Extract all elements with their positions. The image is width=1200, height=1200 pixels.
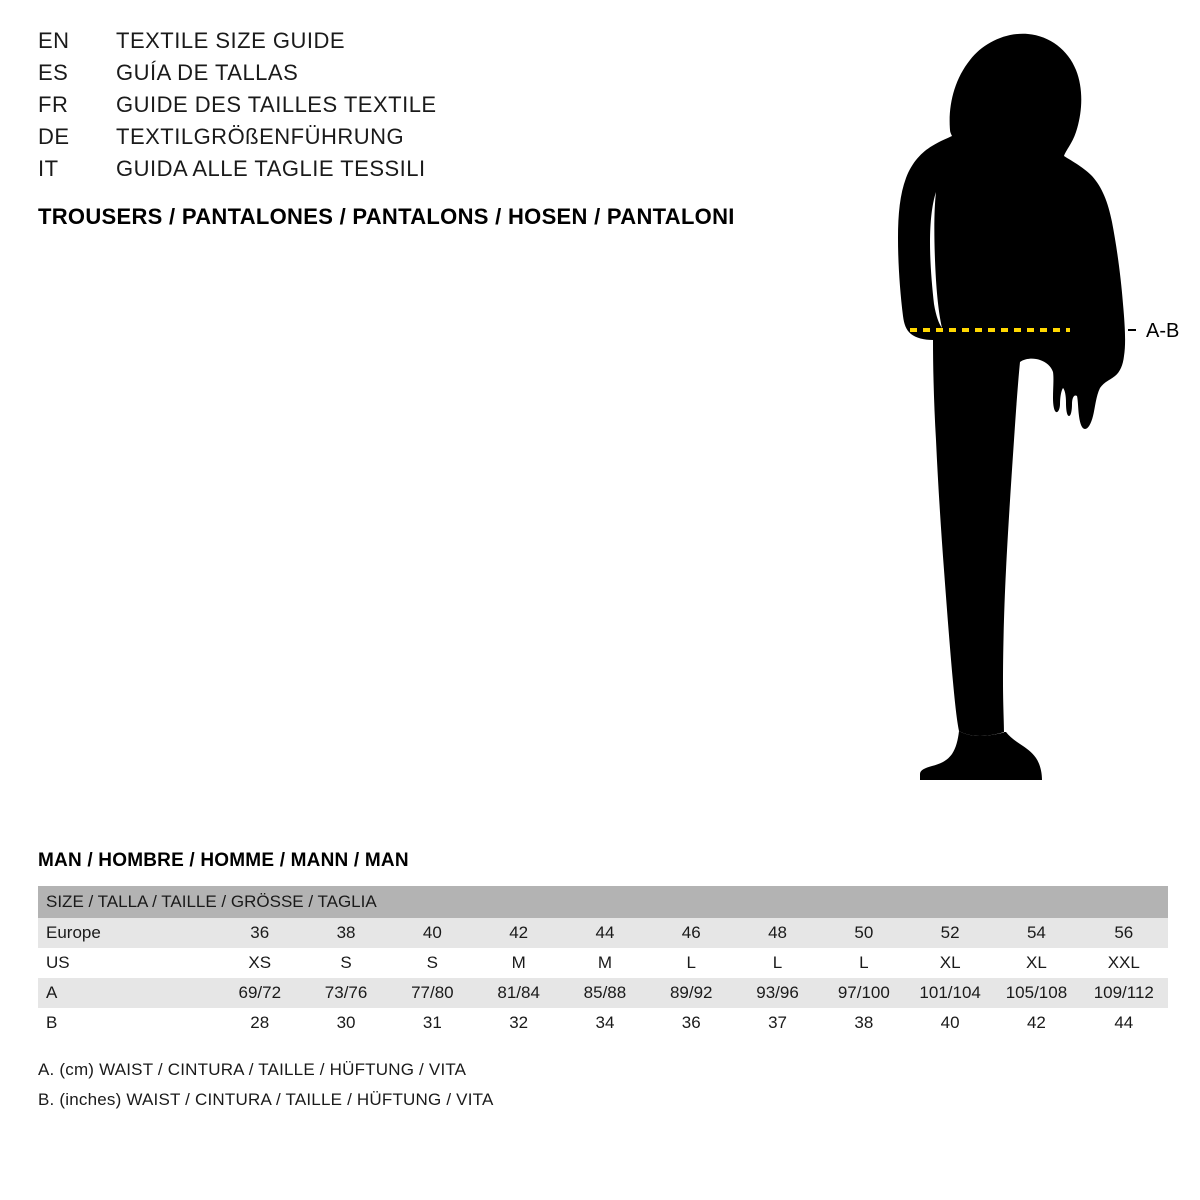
table-cell: 36 (217, 918, 303, 948)
row-label: B (38, 1008, 217, 1038)
table-cell: 46 (648, 918, 734, 948)
language-header-block (38, 28, 818, 230)
table-cell: 48 (734, 918, 820, 948)
table-cell: L (734, 948, 820, 978)
language-code: FR (38, 92, 69, 117)
table-cell: M (476, 948, 562, 978)
table-cell: 38 (303, 918, 389, 948)
row-label: US (38, 948, 217, 978)
table-cell: 30 (303, 1008, 389, 1038)
table-cell: 34 (562, 1008, 648, 1038)
male-silhouette-icon (820, 10, 1200, 800)
language-code: DE (38, 124, 70, 149)
table-row (38, 918, 1168, 948)
table-cell: 93/96 (734, 978, 820, 1008)
table-cell: 37 (734, 1008, 820, 1038)
table-cell: M (562, 948, 648, 978)
language-row (38, 28, 818, 60)
language-row (38, 124, 818, 156)
table-cell: 73/76 (303, 978, 389, 1008)
table-row (38, 978, 1168, 1008)
language-title: GUIDE DES TAILLES TEXTILE (116, 92, 437, 117)
language-row (38, 92, 818, 124)
table-cell: 50 (821, 918, 907, 948)
language-title: TEXTILGRÖßENFÜHRUNG (116, 124, 405, 149)
table-cell: 77/80 (389, 978, 475, 1008)
language-code: EN (38, 28, 70, 53)
table-header-label: SIZE / TALLA / TAILLE / GRÖSSE / TAGLIA (38, 886, 1168, 918)
language-title: GUÍA DE TALLAS (116, 60, 299, 85)
table-cell: 85/88 (562, 978, 648, 1008)
table-cell: XL (993, 948, 1079, 978)
table-header-row (38, 886, 1168, 918)
table-cell: 36 (648, 1008, 734, 1038)
gender-title: MAN / HOMBRE / HOMME / MANN / MAN (38, 850, 409, 871)
table-cell: 40 (389, 918, 475, 948)
figure-area (820, 10, 1200, 800)
size-table (38, 886, 1168, 1038)
table-cell: 32 (476, 1008, 562, 1038)
table-cell: 109/112 (1080, 978, 1168, 1008)
note-line-b: B. (inches) WAIST / CINTURA / TAILLE / HÜFTUNG / VITA (38, 1090, 494, 1109)
measurement-notes (38, 1060, 1168, 1110)
table-cell: 89/92 (648, 978, 734, 1008)
table-cell: L (648, 948, 734, 978)
table-cell: 42 (476, 918, 562, 948)
table-cell: 44 (562, 918, 648, 948)
language-title: GUIDA ALLE TAGLIE TESSILI (116, 156, 426, 181)
row-label: Europe (38, 918, 217, 948)
table-cell: 81/84 (476, 978, 562, 1008)
language-title: TEXTILE SIZE GUIDE (116, 28, 346, 53)
table-cell: S (303, 948, 389, 978)
language-code: IT (38, 156, 59, 181)
language-code: ES (38, 60, 69, 85)
table-cell: 38 (821, 1008, 907, 1038)
table-cell: L (821, 948, 907, 978)
table-row (38, 1008, 1168, 1038)
table-cell: S (389, 948, 475, 978)
row-label: A (38, 978, 217, 1008)
table-cell: XXL (1080, 948, 1168, 978)
garment-type-title: TROUSERS / PANTALONES / PANTALONS / HOSEN / PANTALONI (38, 204, 735, 229)
table-cell: 42 (993, 1008, 1079, 1038)
table-cell: 69/72 (217, 978, 303, 1008)
table-cell: XS (217, 948, 303, 978)
note-line-a: A. (cm) WAIST / CINTURA / TAILLE / HÜFTUNG / VITA (38, 1060, 467, 1079)
table-cell: 40 (907, 1008, 993, 1038)
language-row (38, 60, 818, 92)
size-table-section (38, 850, 1168, 1120)
table-row (38, 948, 1168, 978)
table-cell: XL (907, 948, 993, 978)
table-cell: 31 (389, 1008, 475, 1038)
waist-measure-label: A-B (1146, 320, 1180, 342)
table-cell: 97/100 (821, 978, 907, 1008)
language-row (38, 156, 818, 188)
table-cell: 56 (1080, 918, 1168, 948)
table-cell: 101/104 (907, 978, 993, 1008)
table-cell: 54 (993, 918, 1079, 948)
table-cell: 52 (907, 918, 993, 948)
table-cell: 44 (1080, 1008, 1168, 1038)
table-cell: 28 (217, 1008, 303, 1038)
table-cell: 105/108 (993, 978, 1079, 1008)
